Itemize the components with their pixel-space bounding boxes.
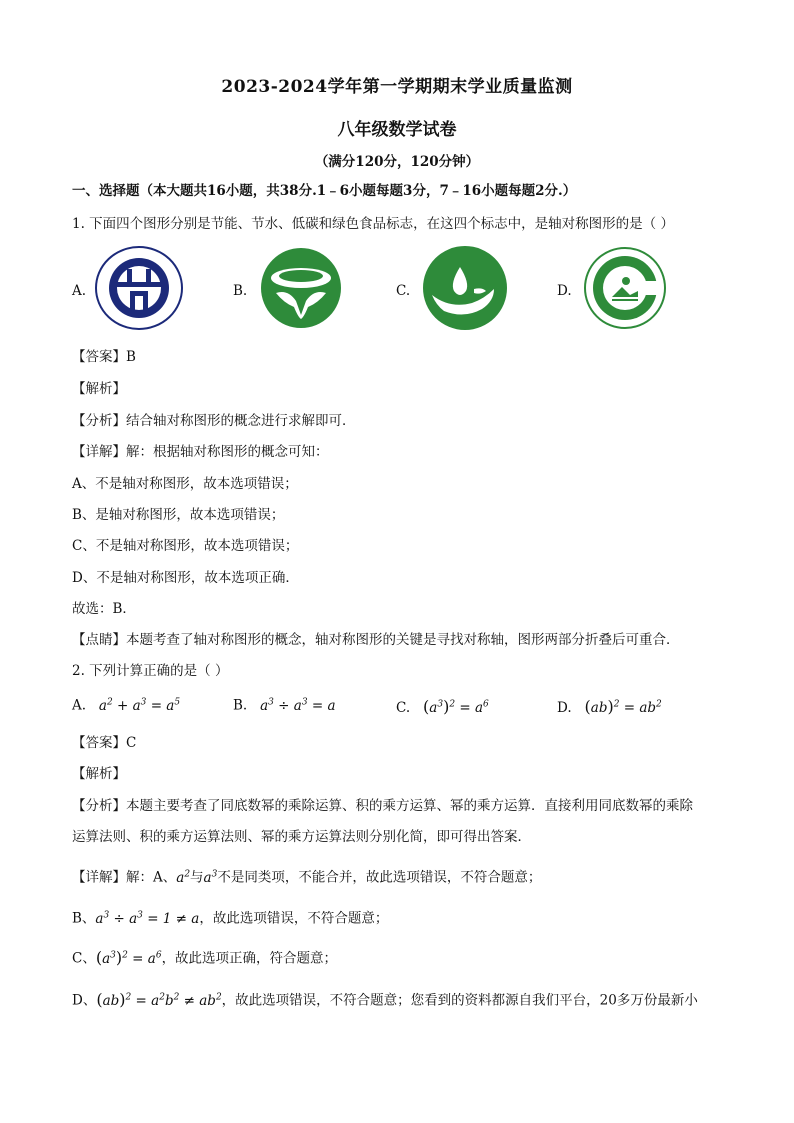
q2-fenxi-1: 【分析】本题主要考查了同底数幂的乘除运算、积的乘方运算、幂的乘方运算．直接利用同底数幂的乘除 [72, 798, 693, 814]
q1-option-c-label: C. [396, 283, 411, 299]
formula-d: $(ab)^2 = ab^2$ [584, 697, 662, 716]
q2-line-b: B、$a^3 \div a^3 = 1 \ne a$，故此选项错误，不符合题意； [72, 910, 389, 927]
exam-title: 2023-2024学年第一学期期末学业质量监测 [221, 77, 573, 97]
q2-option-b: B. $a^3 \div a^3 = a$ [233, 697, 336, 714]
formula-b: $a^3 \div a^3 = a$ [260, 697, 336, 714]
q2-line-c: C、$(a^3)^2 = a^6$，故此选项正确，符合题意； [72, 947, 338, 967]
green-food-logo [580, 245, 670, 331]
q1-option-d-label: D. [557, 283, 572, 299]
water-saving-logo [256, 245, 346, 331]
q2-option-d: D. $(ab)^2 = ab^2$ [557, 697, 662, 716]
q2-line-d: D、$(ab)^2 = a^2b^2 \ne ab^2$，故此选项错误，不符合题意；您看到的资料都源自我们平台，20多万份最新小 [72, 989, 698, 1009]
q1-xiangjie: 【详解】解：根据轴对称图形的概念可知： [72, 444, 329, 460]
q1-line-d: D、不是轴对称图形，故本选项正确． [72, 570, 299, 586]
exam-info: （满分120分，120分钟） [314, 154, 480, 170]
q1-stem: 1. 下面四个图形分别是节能、节水、低碳和绿色食品标志，在这四个标志中，是轴对称图形的是（ ） [72, 216, 674, 232]
q2-option-a: A. $a^2 + a^3 = a^5$ [72, 697, 181, 714]
q2-stem: 2. 下列计算正确的是（ ） [72, 663, 229, 679]
q1-fenxi: 【分析】结合轴对称图形的概念进行求解即可． [72, 413, 356, 429]
formula-c: $(a^3)^2 = a^6$ [423, 697, 489, 716]
q1-analysis-tag: 【解析】 [72, 381, 126, 397]
q1-option-a-label: A. [72, 283, 87, 299]
q1-option-b-label: B. [233, 283, 248, 299]
q1-dianjing: 【点睛】本题考查了轴对称图形的概念，轴对称图形的关键是寻找对称轴，图形两部分折叠后可重合． [72, 632, 680, 648]
exam-subtitle: 八年级数学试卷 [337, 120, 457, 140]
q1-line-a: A、不是轴对称图形，故本选项错误； [72, 476, 298, 492]
q1-answer: 【答案】B [72, 349, 136, 365]
q2-xiangjie: 【详解】解：A、$a^2$与$a^3$不是同类项，不能合并，故此选项错误，不符合题意； [72, 869, 542, 886]
low-carbon-logo [420, 245, 510, 331]
section-heading: 一、选择题（本大题共16小题，共38分.1﹣6小题每题3分，7﹣16小题每题2分.） [72, 183, 577, 199]
q2-fenxi-2: 运算法则、积的乘方运算法则、幂的乘方运算法则分别化简，即可得出答案． [72, 829, 531, 845]
q2-answer: 【答案】C [72, 735, 137, 751]
q1-line-c: C、不是轴对称图形，故本选项错误； [72, 538, 299, 554]
q1-choice: 故选：B． [72, 601, 136, 617]
q1-line-b: B、是轴对称图形，故本选项错误； [72, 507, 285, 523]
formula-a: $a^2 + a^3 = a^5$ [98, 697, 181, 714]
energy-saving-logo [94, 245, 184, 331]
q2-option-c: C. $(a^3)^2 = a^6$ [396, 697, 489, 716]
q2-analysis-tag: 【解析】 [72, 766, 126, 782]
